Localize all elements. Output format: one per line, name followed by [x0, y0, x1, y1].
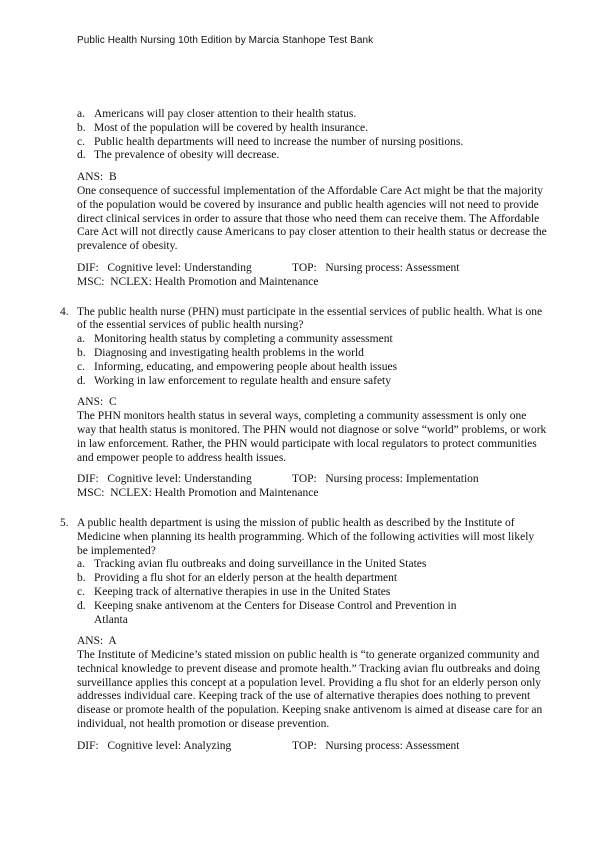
option-d	[77, 149, 547, 163]
question-number: 5.	[60, 516, 69, 529]
option-b	[77, 347, 547, 361]
question-metadata	[77, 740, 547, 754]
test-bank-content	[60, 108, 547, 754]
rationale: One consequence of successful implementation of the Affordable Care Act might be that the majority of the population would be covered by insurance and public health agencies will not need to provide direct clinical services in order to assure that those who need them can receive them. The Affordable Care Act will not directly cause Americans to pay closer attention to their health status or decrease the prevalence of obesity.	[77, 184, 547, 253]
option-letter: b.	[77, 572, 86, 585]
option-text: Americans will pay closer attention to their health status.	[94, 108, 357, 120]
option-c	[77, 586, 547, 600]
option-letter: a.	[77, 558, 85, 571]
option-c	[77, 136, 547, 150]
option-text: Providing a flu shot for an elderly person at the health department	[94, 572, 398, 585]
option-letter: a.	[77, 333, 85, 346]
answer-key: ANS: B	[77, 171, 117, 184]
option-letter: d.	[77, 374, 86, 387]
rationale: The Institute of Medicine’s stated mission on public health is “to generate organized community and technical knowledge to prevent disease and promote health.” Tracking avian flu outbreaks and doing surveillance applies this concept at a population level. Providing a flu shot for an elderly person only addresses individual care. Keeping track of the use of alternative therapies does nothing to prevent disease or promote health of the population. Keeping snake antivenom is aimed at disease care for an individual, not health promotion or disease prevention.	[77, 649, 543, 731]
option-text: Working in law enforcement to regulate health and ensure safety	[94, 374, 392, 387]
option-letter: b.	[77, 121, 86, 134]
option-letter: c.	[77, 135, 85, 148]
question-stem: The public health nurse (PHN) must participate in the essential services of public health. What is one of the essential services of public health nursing?	[77, 305, 543, 332]
rationale: The PHN monitors health status in several ways, completing a community assessment is only one way that health status is monitored. The PHN would not diagnose or solve “world” problems, or work in law enforcement. Rather, the PHN would participate with local regulators to protect communities and empower people to address health issues.	[77, 410, 547, 464]
option-b	[77, 122, 547, 136]
option-text: The prevalence of obesity will decrease.	[94, 149, 280, 162]
option-text: Monitoring health status by completing a community assessment	[94, 333, 393, 346]
difficulty-label: DIF: Cognitive level: Understanding	[77, 473, 252, 486]
answer-key: ANS: A	[77, 635, 117, 648]
option-text: Tracking avian flu outbreaks and doing surveillance in the United States	[94, 558, 427, 571]
option-d	[77, 600, 547, 628]
question-4	[60, 306, 547, 501]
option-a	[77, 108, 547, 122]
question-metadata	[77, 473, 547, 501]
option-letter: c.	[77, 585, 85, 598]
question-3-options	[77, 108, 547, 163]
option-text: Most of the population will be covered by health insurance.	[94, 121, 369, 134]
question-stem: A public health department is using the mission of public health as described by the Institute of Medicine when planning its health programming. Which of the following activities will most likely be implemented?	[77, 516, 535, 557]
topic-label: TOP: Nursing process: Implementation	[292, 473, 479, 486]
option-letter: c.	[77, 360, 85, 373]
topic-label: TOP: Nursing process: Assessment	[292, 261, 460, 274]
difficulty-label: DIF: Cognitive level: Analyzing	[77, 739, 232, 752]
page-header: Public Health Nursing 10th Edition by Marcia Stanhope Test Bank	[77, 35, 374, 46]
question-number: 4.	[60, 305, 69, 318]
option-text: Informing, educating, and empowering people about health issues	[94, 360, 398, 373]
option-d	[77, 375, 547, 389]
question-metadata	[77, 262, 547, 290]
option-letter: d.	[77, 599, 86, 612]
option-a	[77, 333, 547, 347]
option-letter: d.	[77, 149, 86, 162]
option-a	[77, 558, 547, 572]
option-text: Keeping snake antivenom at the Centers for Disease Control and Prevention in Atlanta	[94, 599, 457, 626]
option-letter: b.	[77, 346, 86, 359]
answer-key: ANS: C	[77, 396, 117, 409]
option-letter: a.	[77, 108, 85, 120]
msc-label: MSC: NCLEX: Health Promotion and Maintenance	[77, 487, 319, 500]
msc-label: MSC: NCLEX: Health Promotion and Maintenance	[77, 275, 319, 288]
option-text: Public health departments will need to increase the number of nursing positions.	[94, 135, 464, 148]
option-b	[77, 572, 547, 586]
topic-label: TOP: Nursing process: Assessment	[292, 739, 460, 752]
option-text: Diagnosing and investigating health problems in the world	[94, 346, 364, 359]
difficulty-label: DIF: Cognitive level: Understanding	[77, 261, 252, 274]
question-5	[60, 517, 547, 754]
option-c	[77, 361, 547, 375]
option-text: Keeping track of alternative therapies in use in the United States	[94, 585, 391, 598]
